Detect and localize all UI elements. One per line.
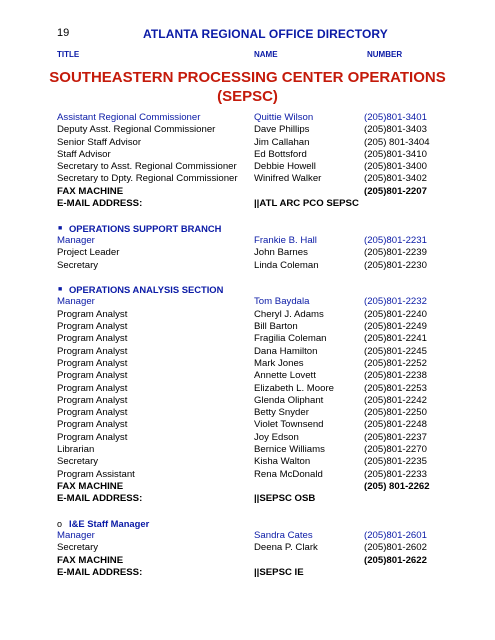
row-name: Joy Edson — [254, 431, 299, 443]
directory-listing — [57, 112, 457, 579]
row-title: Manager — [57, 530, 95, 542]
spacer — [57, 210, 457, 222]
table-row — [57, 333, 457, 345]
row-title: Secretary to Asst. Regional Commissioner — [57, 161, 237, 173]
row-name: Rena McDonald — [254, 468, 323, 480]
table-row — [57, 309, 457, 321]
row-number: (205)801-3403 — [364, 124, 427, 136]
row-name: Betty Snyder — [254, 407, 309, 419]
row-name: Winifred Walker — [254, 173, 322, 185]
row-number: (205)801-2270 — [364, 444, 427, 456]
subsection-heading — [57, 518, 457, 530]
row-title: Program Analyst — [57, 321, 128, 333]
row-number: (205)801-3400 — [364, 161, 427, 173]
spacer — [57, 506, 457, 518]
row-number: (205)801-2233 — [364, 468, 427, 480]
table-row — [57, 419, 457, 431]
row-title: Program Analyst — [57, 394, 128, 406]
table-row — [57, 346, 457, 358]
row-title: Senior Staff Advisor — [57, 136, 142, 148]
row-title: Program Analyst — [57, 431, 128, 443]
email-row — [57, 198, 457, 210]
email-address: ||ATL ARC PCO SEPSC — [254, 198, 359, 210]
row-number: (205)801-2240 — [364, 308, 427, 320]
column-header-name: NAME — [254, 50, 278, 59]
table-row — [57, 161, 457, 173]
subsection-heading — [57, 284, 457, 296]
row-number: (205)801-2239 — [364, 247, 427, 259]
square-bullet-icon: ■ — [58, 286, 63, 294]
row-number: (205)801-2250 — [364, 407, 427, 419]
row-title: Program Analyst — [57, 382, 128, 394]
row-name: Linda Coleman — [254, 259, 319, 271]
page-header — [57, 27, 439, 43]
square-bullet-icon: ■ — [58, 224, 63, 232]
row-number: (205)801-2249 — [364, 321, 427, 333]
column-header-title: TITLE — [57, 50, 80, 59]
table-row — [57, 370, 457, 382]
row-number: (205)801-2235 — [364, 456, 427, 468]
row-title: Program Analyst — [57, 308, 128, 320]
row-title: Secretary to Dpty. Regional Commissioner — [57, 173, 238, 185]
row-number: (205)801-2245 — [364, 345, 427, 357]
spacer — [57, 272, 457, 284]
row-name: Elizabeth L. Moore — [254, 382, 334, 394]
row-name: Bernice Williams — [254, 444, 325, 456]
row-name: Frankie B. Hall — [254, 234, 317, 246]
row-name: Debbie Howell — [254, 161, 316, 173]
subsection-heading-text: I&E Staff Manager — [69, 517, 150, 529]
row-name: Kisha Walton — [254, 456, 311, 468]
row-name: Dave Phillips — [254, 124, 310, 136]
page-title: ATLANTA REGIONAL OFFICE DIRECTORY — [143, 27, 388, 41]
row-number: (205)801-2252 — [364, 357, 427, 369]
fax-row — [57, 555, 457, 567]
column-headers — [57, 50, 439, 62]
row-number: (205)801-2253 — [364, 382, 427, 394]
row-name: Quittie Wilson — [254, 112, 314, 123]
row-number: (205)801-2241 — [364, 333, 427, 345]
row-title: Assistant Regional Commissioner — [57, 112, 201, 123]
row-name: Jim Callahan — [254, 136, 310, 148]
table-row — [57, 542, 457, 554]
row-title: Deputy Asst. Regional Commissioner — [57, 124, 216, 136]
row-number: (205)801-2248 — [364, 419, 427, 431]
row-number: (205) 801-3404 — [364, 136, 430, 148]
table-row — [57, 235, 457, 247]
row-title: Secretary — [57, 542, 99, 554]
email-address: ||SEPSC OSB — [254, 493, 316, 505]
row-name: Ed Bottsford — [254, 148, 307, 160]
row-title: Secretary — [57, 456, 99, 468]
table-row — [57, 407, 457, 419]
row-title: Librarian — [57, 444, 95, 456]
row-number: (205)801-2238 — [364, 370, 427, 382]
column-header-number: NUMBER — [367, 50, 403, 59]
email-row — [57, 567, 457, 579]
table-row — [57, 137, 457, 149]
email-label: E-MAIL ADDRESS: — [57, 566, 143, 578]
row-title: Project Leader — [57, 247, 120, 259]
subsection-heading-text: OPERATIONS ANALYSIS SECTION — [69, 284, 224, 296]
table-row — [57, 260, 457, 272]
row-number: (205)801-2231 — [364, 234, 427, 246]
table-row — [57, 124, 457, 136]
table-row — [57, 469, 457, 481]
row-number: (205)801-2232 — [364, 296, 427, 308]
row-name: Dana Hamilton — [254, 345, 318, 357]
table-row — [57, 247, 457, 259]
table-row — [57, 456, 457, 468]
row-title: Program Analyst — [57, 333, 128, 345]
fax-label: FAX MACHINE — [57, 185, 124, 197]
row-title: Staff Advisor — [57, 148, 111, 160]
table-row — [57, 296, 457, 308]
table-row — [57, 530, 457, 542]
row-title: Program Assistant — [57, 468, 135, 480]
table-row — [57, 395, 457, 407]
row-number: (205)801-2242 — [364, 394, 427, 406]
row-title: Program Analyst — [57, 357, 128, 369]
section-title-line1: SOUTHEASTERN PROCESSING CENTER OPERATIONS — [49, 69, 446, 86]
row-name: John Barnes — [254, 247, 308, 259]
row-title: Manager — [57, 296, 95, 308]
fax-row — [57, 186, 457, 198]
email-label: E-MAIL ADDRESS: — [57, 493, 143, 505]
section-title-line2: (SEPSC) — [217, 88, 278, 105]
row-number: (205)801-3410 — [364, 148, 427, 160]
row-name: Deena P. Clark — [254, 542, 318, 554]
table-row — [57, 432, 457, 444]
email-address: ||SEPSC IE — [254, 566, 304, 578]
fax-number: (205) 801-2262 — [364, 480, 430, 492]
fax-label: FAX MACHINE — [57, 554, 124, 566]
table-row — [57, 173, 457, 185]
fax-number: (205)801-2622 — [364, 554, 427, 566]
row-number: (205)801-3402 — [364, 173, 427, 185]
table-row — [57, 321, 457, 333]
fax-row — [57, 481, 457, 493]
row-name: Glenda Oliphant — [254, 394, 324, 406]
fax-label: FAX MACHINE — [57, 480, 124, 492]
row-title: Program Analyst — [57, 407, 128, 419]
row-name: Annette Lovett — [254, 370, 316, 382]
row-name: Tom Baydala — [254, 296, 310, 308]
row-name: Violet Townsend — [254, 419, 324, 431]
row-title: Secretary — [57, 259, 99, 271]
subsection-heading — [57, 223, 457, 235]
row-name: Sandra Cates — [254, 530, 313, 542]
row-name: Fragilia Coleman — [254, 333, 327, 345]
table-row — [57, 112, 457, 124]
row-number: (205)801-3401 — [364, 112, 427, 123]
row-title: Program Analyst — [57, 419, 128, 431]
row-title: Program Analyst — [57, 370, 128, 382]
row-name: Bill Barton — [254, 321, 298, 333]
row-title: Program Analyst — [57, 345, 128, 357]
row-title: Manager — [57, 234, 95, 246]
row-number: (205)801-2602 — [364, 542, 427, 554]
section-title — [40, 68, 455, 106]
page-number: 19 — [57, 27, 70, 39]
table-row — [57, 444, 457, 456]
circle-bullet-icon: o — [57, 518, 63, 529]
row-number: (205)801-2237 — [364, 431, 427, 443]
row-name: Mark Jones — [254, 357, 304, 369]
row-name: Cheryl J. Adams — [254, 308, 324, 320]
table-row — [57, 383, 457, 395]
row-number: (205)801-2230 — [364, 259, 427, 271]
table-row — [57, 358, 457, 370]
row-number: (205)801-2601 — [364, 530, 427, 542]
table-row — [57, 149, 457, 161]
email-label: E-MAIL ADDRESS: — [57, 198, 143, 210]
fax-number: (205)801-2207 — [364, 185, 427, 197]
email-row — [57, 493, 457, 505]
subsection-heading-text: OPERATIONS SUPPORT BRANCH — [69, 222, 222, 234]
